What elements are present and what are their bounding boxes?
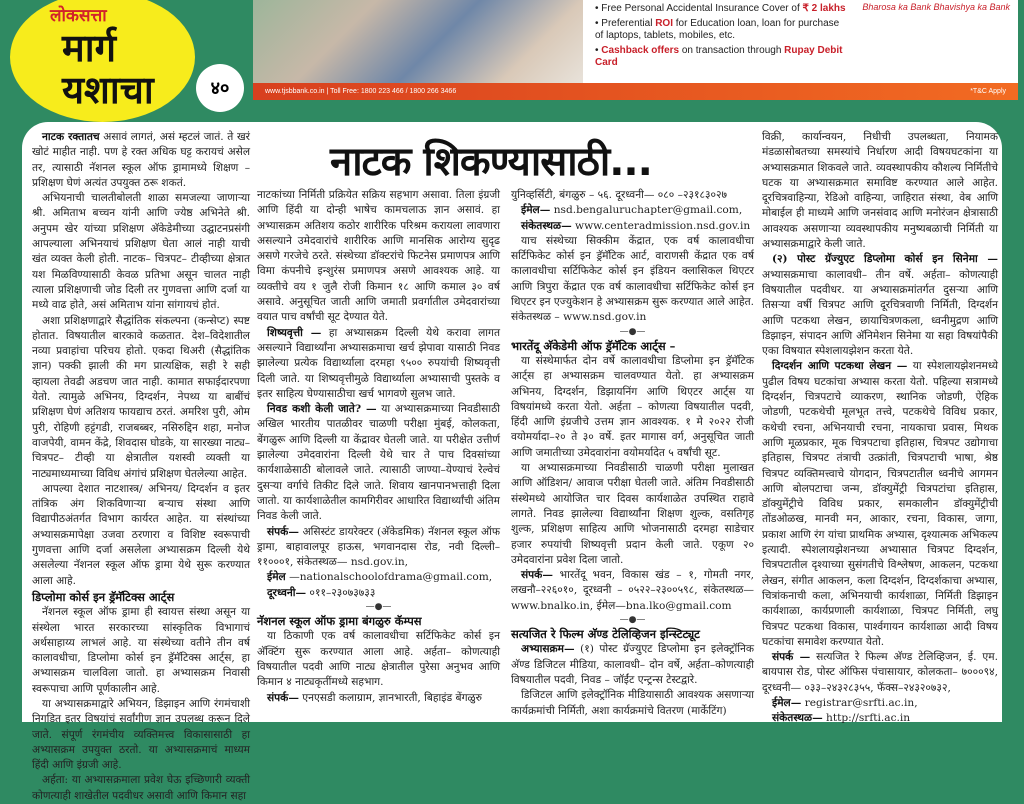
paragraph — [32, 314, 250, 482]
bank-advertisement — [253, 0, 1018, 100]
paragraph — [511, 642, 754, 688]
paragraph-lead: संपर्क— — [521, 569, 553, 582]
paragraph-lead: संकेतस्थळ— — [521, 219, 572, 232]
paragraph-lead: निवड कशी केली जाते? — — [267, 403, 377, 416]
paragraph-text: युनिव्हर्सिटी, बंगळुरु – ५६. दूरध्वनी— ०८० –२३१८३०२७ — [511, 189, 728, 201]
ad-bullet-text: Preferential — [601, 18, 656, 29]
paragraph — [32, 130, 250, 191]
paragraph-lead: संपर्क— — [267, 691, 299, 704]
paragraph — [511, 219, 754, 234]
paragraph — [257, 402, 500, 524]
subheading: भारतेंदू अ‍ॅकेडेमी ऑफ ड्रॅमॅटिक आर्ट्स – — [511, 338, 676, 353]
subheading: नॅशनल स्कूल ऑफ ड्रामा बंगळुरु कॅम्पस — [257, 614, 422, 629]
paragraph-text: अशा प्रशिक्षणाद्वारे सैद्धांतिक संकल्पना (कन्सेप्ट) स्पष्ट होतात. विषयातील बारकावे कळतात. देश–विदेशातील नव्या प्रवाहांचा परिचय होतो. एकदा थिअरी (सैद्धांतिक ज्ञान) पक्की झाली की मग प्रात्यक्षिक, सही रे सही व्हायला तेवढी अडचण जात नाही. कामात सफाईदारपणा येतो. त्यामुळे अभिनय, दिग्दर्शन, नेपथ्य या बाबींचं प्रशिक्षण घेणं अतिशय फायद्याच ठरतं. अमरिश पुरी, ओम पुरी, रोहिणी हट्टंगडी, राजबब्बर, नसिरुद्दिन शहा, मनोज वाजपेयी, वामन केंद्रे, शिवदास घोडके, या सारख्या नाट्य– चित्रपट– टीव्ही या क्षेत्रातील यशस्वी व्यक्ती या नाट्यमाध्यमाच्या विविध अंगांचं प्रशिक्षण घेतलेल्या आहेत. — [32, 314, 250, 480]
ad-bullet: • Preferential ROI for Education loan, loan for purchase of laptops, tablets, mobiles, etc. — [595, 18, 840, 41]
paragraph-lead: नाटक रक्तातच — [42, 131, 100, 143]
paragraph-text: भारतेंदू भवन, विकास खंड – १, गोमती नगर, लखनौ–२२६०१०, दूरध्वनी – ०५२२–२३००५९८, संकेतस्थळ— www.bnalko.in, ईमेल—bna.lko@gmail.com — [511, 569, 754, 612]
article-headline: नाटक शिकण्यासाठी... — [330, 139, 652, 185]
paragraph-text: एनएसडी कलाग्राम, ज्ञानभारती, बिहाइंड बेंगळुरु — [298, 691, 482, 704]
subheading: डिप्लोमा कोर्स इन ड्रॅमॅटिक्स आर्ट्स — [32, 589, 175, 604]
paragraph-lead: ईमेल— — [772, 696, 802, 709]
paragraph-lead: दिग्दर्शन आणि पटकथा लेखन — — [772, 360, 908, 373]
paragraph-text: असावं लागतं, असं म्हटलं जातं. ते खरं खोटं माहीत नाही. पण हे रक्त अधिक घट्ट करायचं असेल तर, त्यासाठी नॅशनल स्कूल ऑफ ड्रामामध्ये शिक्षण –प्रशिक्षण घेणं अत्यंत उपयुक्त ठरू शकतं. — [32, 131, 250, 189]
paragraph-text: —nationalschoolofdrama@gmail.com, — [285, 571, 493, 584]
paragraph-lead: (२) पोस्ट ग्रॅज्युएट डिप्लोमा कोर्स इन सिनेमा — — [772, 253, 998, 266]
paragraph — [257, 326, 500, 402]
masthead-logo — [10, 0, 195, 122]
ad-bullet: • Free Personal Accidental Insurance Cover of ₹ 2 lakhs — [595, 3, 846, 14]
ad-bullet-highlight: Rupay Debit Card — [595, 45, 843, 68]
paragraph-text: या स्पेशलायझेशनमध्ये पुढील विषय घटकांचा अभ्यास करता येतो. पहिल्या सत्रामध्ये दिग्दर्शन, चित्रपटाचे व्याकरण, स्थानिक जोडणी, ऐहिक जोडणी, पटकथेची मूलभूत तत्त्वे, पटकथेचे विविध प्रकार, कथेची रचना, अभिनयाची रचना, नायकाचा प्रवास, मिथक आणि मूळप्रकार, मूक चित्रपटाचा इतिहास, चित्रपट उद्योगाचा इतिहास, चित्रपट तंत्राची उत्क्रांती, चित्रपटाची भाषा, श्रेष्ठ चित्रपट व्यक्तिमत्त्वाचे योगदान, चित्रपटातील ध्वनीचे आगमन आणि बोलपटाचा जन्म, डॉक्युमेंट्री चित्रपटांचा इतिहास, डॉक्युमेंट्रीचे विविध प्रकार, समकालीन डॉक्युमेंट्रीची तोंडओळख, मानवी मन, आकार, रचना, विकास, जागा, प्रकाश आणि रंग यांचा प्राथमिक अभ्यास, दृश्यात्मक अभिकल्प इत्यादी. स्पेशलायझेशनच्या अभ्यासात चित्रपट दिग्दर्शन, चित्रपटातील दृश्याच्या सुसंगतीचे विश्लेषण, आकलन, पटकथा लेखन, संगीत आकलन, कला दिग्दर्शन, दिग्दर्शकाचा अभ्यास, चित्रांकनाची कला, अभिनयाची कार्यशाळा, निर्मिती डिझाइन कार्यशाळा, कार्यप्रणाली कार्यशाळा, चित्रपट निर्मिती, लघु चित्रपट पटकथा विकास, पार्श्वगायन कार्यशाळा आदी विषय घटकांचा समावेश करण्यात येतो. — [762, 360, 998, 648]
paragraph-text: ०११–२३०७३७३३ — [306, 586, 376, 599]
ad-bullet-text: Free Personal Accidental Insurance Cover of — [601, 3, 803, 14]
paragraph-text: या अभ्यासक्रमाच्या निवडीसाठी चाळणी परीक्षा मुलाखत आणि ऑडिशन/ आवाज परीक्षा घेतली जाते. अंतिम निवडीसाठी संस्थेमध्ये आयोजित चार दिवस कार्यशाळेत उपस्थित राहावे लागते. निवड झालेल्या विद्यार्थ्यांना शिक्षण शुल्क, वसतिगृह शुल्क, प्रशिक्षण साहित्य आणि भोजनासाठी दरमहा साडेचार हजार रुपयांची शिष्यवृत्ती प्रदान केली जाते. एकूण २० उमेदवारांना प्रवेश दिला जातो. — [511, 462, 754, 566]
section-title-line1: मार्ग — [62, 26, 116, 70]
paragraph — [32, 697, 250, 773]
paragraph — [762, 696, 998, 711]
ad-bullet-list — [595, 3, 850, 72]
paragraph-text: असिस्टंट डायरेक्टर (अ‍ॅकेडमिक) नॅशनल स्कूल ऑफ ड्रामा, बाहावालपूर हाऊस, भगवानदास रोड, नवी दिल्ली– ११०००१, संकेतस्थळ— nsd.gov.in, — [257, 525, 500, 569]
paragraph-text: www.centeradmission.nsd.gov.in — [571, 219, 751, 232]
paragraph-lead: संपर्क — — [772, 651, 811, 664]
article-column-1 — [32, 130, 250, 804]
paragraph-text: registrar@srfti.ac.in, — [801, 696, 918, 709]
paragraph-text: विक्री, कार्यान्वयन, निधीची उपलब्धता, नियामक मंडळासोबतच्या समस्यांचे निर्धारण आदी विषयघटकांना या अभ्यासक्रमात शिकवले जाते. व्यवस्थापकीय कौशल्य निर्मितीचे घटक या अभ्यासक्रमात समाविष्ट करण्यात आले आहेत. दूरचित्रवाहिन्या, रेडिओ वाहिन्या, जाहिरात संस्था, वेब आणि मोबाईल ही माध्यमे आणि जनसंवाद आणि मनोरंजन क्षेत्रासाठी आवश्यक असणाऱ्या व्यवस्थापकीय मनुष्यबळाची निर्मिती या अभ्यासक्रमाद्वारे केली जाते. — [762, 131, 998, 251]
ad-contact: www.tjsbbank.co.in | Toll Free: 1800 223 466 / 1800 266 3466 — [265, 88, 457, 95]
paragraph-lead: ईमेल— — [521, 204, 551, 217]
paragraph — [257, 525, 500, 571]
article-column-4 — [762, 130, 998, 727]
paragraph — [511, 354, 754, 461]
paragraph-text: अभ्यासक्रमाचा कालावधी– तीन वर्षे. अर्हता– कोणत्याही विषयातील पदवीधर. या अभ्यासक्रमांतर्गत दुसऱ्या आणि तिसऱ्या वर्षी चित्रपट आणि दूरचित्रवाणी निर्मिती, दिग्दर्शन आणि पटकथा लेखन, छायाचित्रणकला, ध्वनीमुद्रण आणि डिझाइन, संपादन आणि अ‍ॅनिमेशन सिनेमा या सहा विषयांपैकी एका विषयात स्पेशलायझेशन करता येते. — [762, 268, 998, 358]
paragraph-lead: ईमेल — [267, 571, 286, 584]
paragraph — [32, 605, 250, 697]
paragraph — [257, 586, 500, 601]
subheading: सत्यजित रे फिल्म अ‍ॅण्ड टेलिव्हिजन इन्स्टिट्यूट — [511, 627, 700, 642]
paragraph-text: नाटकांच्या निर्मिती प्रक्रियेत सक्रिय सहभाग असावा. तिला इंग्रजी आणि हिंदी या दोन्ही भाषेच कामचलाऊ ज्ञान असावं. हा अभ्यासक्रम अतिशय कठोर शारीरिक परिश्रम करायला लावणारा असल्याने उमेदवारांचे शारीरिक आणि मानसिक आरोग्य सुदृढ असणे गरजेचे ठरते. संस्थेच्या डॉक्टरांचे फिटनेस प्रमाणपत्र आणि विमा कंपनीचे इन्शुरंस प्रमाणपत्र असणे आवश्यक आहे. या व्यक्तीचे वय १ जुलै रोजी किमान १८ आणि कमाल ३० वर्ष असावे. अनुसूचित जाती आणि जमाती प्रवर्गातील उमेदवारांच्या वयात पाच वर्षांची सूट देण्यात येते. — [257, 189, 500, 324]
paragraph-text: nsd.bengaluruchapter@gmail.com, — [550, 204, 743, 217]
section-divider: —●— — [619, 615, 646, 626]
paragraph-lead: दूरध्वनी— — [267, 586, 307, 599]
ad-bullet-highlight: ROI — [655, 18, 673, 29]
paragraph — [32, 191, 250, 313]
paragraph — [257, 188, 500, 326]
ad-bullet-text: for Education loan, loan for purchase of laptops, tablets, mobiles, etc. — [595, 18, 840, 41]
section-title-line2: यशाचा — [62, 68, 154, 112]
paragraph — [762, 650, 998, 696]
paragraph-text: नॅशनल स्कूल ऑफ ड्रामा ही स्वायत्त संस्था असून या संस्थेला भारत सरकारच्या सांस्कृतिक विभागाचं अर्थसाहाय्य लाभलं आहे. या संस्थेच्या वतीने तीन वर्ष कालावधीचा, डिप्लोमा कोर्स इन ड्रॅमॅटिक्स आर्ट्स, हा अभ्यासक्रम चालविला जातो. हा अभ्यासक्रम निवासी स्वरूपाचा आणि पूर्णकालीन आहे. — [32, 606, 250, 695]
paragraph-text: अभियनाची चालतीबोलती शाळा समजल्या जाणाऱ्या श्री. अमिताभ बच्चन यांनी आणि ज्येष्ठ अभिनेते श्री. अनुपम खेर यांच्या प्रशिक्षण अ‍ॅकेडेमीच्या उद्घाटनप्रसंगी आपल्याला अभिनयाचं प्रशिक्षण घेता आलं नाही याची खंत व्यक्त केली होती. नाटक– चित्रपट– टीव्हीच्या क्षेत्रात यश मिळविण्यासाठी केवळ प्रतिभा असून चालत नाही त्याला प्रशिक्षणाची जोड दिली तर गुणवत्ता आणि दर्जा या मध्ये वाढ होते, असं अमिताभ यांना सांगायचं होतं. — [32, 192, 250, 312]
ad-tagline: Bharosa ka Bank Bhavishya ka Bank — [862, 2, 1010, 12]
paragraph — [762, 359, 998, 650]
paragraph-text: याच संस्थेच्या सिक्कीम केंद्रात, एक वर्ष कालावधीचा सर्टिफिकेट कोर्स इन ड्रॅमॅटिक आर्ट, वाराणसी केंद्रात एक वर्ष कालावधीचा सर्टिफिकेट कोर्स इन इंडियन क्लासिकल थिएटर आणि त्रिपुरा केंद्रात एक वर्ष कालावधीचा सर्टिफिकेट कोर्स इन थिएटर इन एज्युकेशन हे अभ्यासक्रम सुरू करण्यात आले आहेत. संकेतस्थळ – www.nsd.gov.in — [511, 234, 754, 324]
paragraph — [32, 482, 250, 589]
ad-bullet: • Cashback offers on transaction through Rupay Debit Card — [595, 45, 843, 68]
paragraph — [762, 252, 998, 359]
paragraph — [257, 691, 500, 706]
section-divider: —●— — [619, 326, 646, 337]
paragraph — [511, 188, 754, 203]
paragraph-text: आपल्या देशात नाटशास्त्र/ अभिनय/ दिग्दर्शन व इतर तांत्रिक अंग शिकविणाऱ्या बऱ्याच संस्था आणि विद्यापीठअंतर्गत विभाग कार्यरत आहेत. या संस्थांच्या अभ्यासक्रमापेक्षा उजवा ठरणारा व विशिष्ट स्वरूपाची गुणवत्ता आणि दर्जा असलेला अभ्यासक्रम दिल्ली येथे असलेल्या नॅशनल स्कूल ऑफ ड्रामा येथे सुरू करण्यात आला आहे. — [32, 482, 250, 587]
paragraph — [32, 773, 250, 804]
paragraph-text: डिजिटल आणि इलेक्ट्रॉनिक मीडियासाठी आवश्यक असणाऱ्या कार्यक्रमांची निर्मिती, अशा कार्यक्रमांचे वितरण (मार्केटिंग) — [511, 689, 754, 717]
paragraph-lead: संपर्क— — [267, 525, 299, 538]
paragraph — [511, 688, 754, 719]
paragraph-text: या संस्थेमार्फत दोन वर्षे कालावधीचा डिप्लोमा इन ड्रॅमॅटिक आर्ट्स हा अभ्यासक्रम चालवण्यात येतो. हा अभ्यासक्रम अभिनय, दिग्दर्शन, डिझायनिंग आणि थिएटर आर्ट्स या विषयांमध्ये करता येतो. अर्हता – कोणत्या विषयातील पदवी, हिंदी आणि इंग्रजीचे उत्तम ज्ञान आवश्यक. १ मे २०२२ रोजी वयोमर्यादा–२० ते ३० वर्षे. इतर मागास वर्ग, अनुसूचित जाती आणि जमातीच्या उमेदवारांना वयोमर्यादेत ५ वर्षांची सूट. — [511, 354, 754, 459]
paragraph-lead: शिष्यवृत्ती — — [267, 326, 322, 339]
article-column-3 — [511, 188, 754, 719]
paragraph-text: http://srfti.ac.in — [822, 712, 911, 725]
paragraph-text: या ठिकाणी एक वर्ष कालावधीचा सर्टिफिकेट कोर्स इन अ‍ॅक्टिंग सुरू करण्यात आला आहे. अर्हता– कोणत्याही विषयातील पदवी आणि नाट्य क्षेत्रातील पुरेसा अनुभव आणि किमान ४ नाट्यकृतींमध्ये सहभाग. — [257, 630, 500, 689]
ad-bullet-text: on transaction through — [679, 45, 785, 56]
ad-footer — [253, 83, 1018, 100]
paragraph — [511, 568, 754, 614]
paragraph-text: या अभ्यासक्रमाद्वारे अभियन, डिझाइन आणि रंगमंचाशी निगडित इतर विषयांचं सर्वांगीण ज्ञान उपलब्ध करून दिले जाते. संपूर्ण रंगमंचीय व्यक्तिमत्त्व विकासासाठी हा अभ्यासक्रम उपयुक्त ठरतो. या अभ्यासक्रमाचं माध्यम हिंदी आणि इंग्रजी आहे. — [32, 697, 250, 772]
issue-number-badge: ४० — [196, 64, 244, 112]
paragraph-lead: अभ्यासक्रम— — [521, 643, 575, 656]
paragraph-text: या अभ्यासक्रमाच्या निवडीसाठी अखिल भारतीय पातळीवर चाळणी परीक्षा मुंबई, कोलकता, बेंगळुरू आणि दिल्ली या केंद्रावर घेतली जाते. या परीक्षेत उत्तीर्ण झालेल्या उमेदवारांना दिल्ली येथे चार ते पाच दिवसांच्या कार्यशाळेसाठी बोलावले जाते. त्यासाठी जाण्या–येण्याचं रेल्वेचं दुसऱ्या वर्गाचे तिकीट दिले जाते. शिवाय खानपानभत्ताही दिला जातो. या कार्यशाळेतील कामगिरीवर आधारित विद्यार्थ्यांची अंतिम निवड केली जाते. — [257, 403, 500, 523]
article-column-2 — [257, 188, 500, 706]
paragraph-text: अर्हता: या अभ्यासक्रमाला प्रवेश घेऊ इच्छिणारी व्यक्ती कोणत्याही शाखेतील पदवीधर असावी आणि किमान सहा — [32, 774, 250, 802]
paragraph — [511, 234, 754, 326]
paragraph — [762, 711, 998, 726]
students-photo — [253, 0, 583, 83]
brand-name: लोकसत्ता — [50, 6, 107, 26]
section-divider: —●— — [365, 602, 392, 613]
paragraph-lead: संकेतस्थळ— — [772, 712, 823, 725]
paragraph — [511, 203, 754, 218]
paragraph — [762, 130, 998, 252]
ad-bullet-highlight: Cashback offers — [601, 45, 680, 56]
ad-terms: *T&C Apply — [970, 88, 1006, 95]
paragraph-text: (१) पोस्ट ग्रॅज्युएट डिप्लोमा इन इलेक्ट्रॉनिक अ‍ॅण्ड डिजिटल मीडिया, कालावधी– दोन वर्षे, अर्हता–कोणत्याही विषयातील पदवी, निवड – जॉईंट एन्ट्रन्स टेस्टद्वारे. — [511, 643, 754, 686]
paragraph — [511, 461, 754, 568]
paragraph — [257, 570, 500, 585]
paragraph-text: सत्यजित रे फिल्म अ‍ॅण्ड टेलिव्हिजन, ई. एम. बायपास रोड, पोस्ट ऑफिस पंचासायार, कोलकता– ७०००९४, दूरध्वनी— ०३३–२४३२८३५५, फॅक्स–२४३२०७३२, — [762, 651, 998, 694]
ad-bullet-highlight: ₹ 2 lakhs — [802, 3, 846, 14]
paragraph-text: हा अभ्यासक्रम दिल्ली येथे करावा लागत असल्याने विद्यार्थ्यांना अभ्यासक्रमाचा खर्च झेपावा यासाठी निवड झालेल्या प्रत्येक विद्यार्थ्याला दरमहा ९५०० रुपयांची शिष्यवृत्ती दिली जाते. या शिष्यवृत्तीमुळे विद्यार्थ्याला अभ्यासाची पुस्तके व इतर साहित्य घेण्यासाठीचा खर्च भागवणे सुलभ जाते. — [257, 326, 500, 400]
paragraph — [257, 629, 500, 690]
